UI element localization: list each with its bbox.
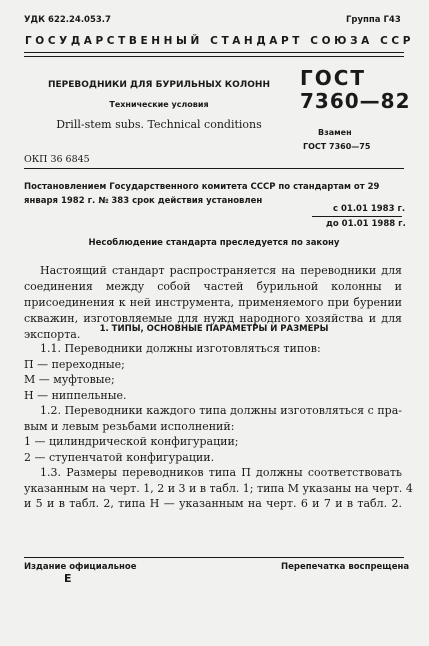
footer-rule [24,557,404,558]
clause-1-2-line2: вым и левым резьбами исполнений: [24,419,235,433]
replace-value: ГОСТ 7360—75 [303,142,371,151]
validity-from: с 01.01 1983 г. [333,204,406,214]
intro-paragraph: Настоящий стандарт распространяется на переводники для соединения между собой частей бурильной колонны и присоединения к ней инструмента, применяемого при бурении скважин, изготовляемые для нужд народного хозяйства и для экспорта. [24,264,402,341]
clause-1-3-line2: указанным на черт. 1, 2 и 3 и в табл. 1; типа М указаны на черт. 4 [24,481,413,495]
clause-1-2-line1: 1.2. Переводники каждого типа должны изготовляться с пра- [40,404,402,417]
clauses-block [24,341,413,512]
decree-text: Постановлением Государственного комитета СССР по стандартам от 29 января 1982 г. № 383 срок действия установлен [24,182,380,206]
validity-to: до 01.01 1988 г. [326,219,406,229]
replace-label: Взамен [318,128,352,137]
header-rule-thin [24,56,404,57]
okp-rule [24,168,404,169]
gost-number: 7360—82 [300,89,411,113]
type-m: М — муфтовые; [24,373,115,386]
official-edition: Издание официальное [24,562,137,572]
gost-label: ГОСТ [300,66,367,90]
section-title: 1. ТИПЫ, ОСНОВНЫЕ ПАРАМЕТРЫ И РАЗМЕРЫ [99,324,329,334]
header-rule [24,52,404,53]
price-group-letter: Е [64,572,72,585]
document-title: ПЕРЕВОДНИКИ ДЛЯ БУРИЛЬНЫХ КОЛОНН [48,80,270,90]
type-n: Н — ниппельные. [24,388,127,402]
clause-1-3-line3: и 5 и в табл. 2, типа Н — указанным на черт. 6 и 7 и в табл. 2. [24,497,402,510]
document-subtitle: Технические условия [109,100,209,109]
version-1: 1 — цилиндрической конфигурации; [24,435,239,448]
version-2: 2 — ступенчатой конфигурации. [24,450,215,464]
clause-1-1: 1.1. Переводники должны изготовляться типов: [40,342,321,355]
validity-rule [312,216,402,217]
clause-1-3-line1: 1.3. Размеры переводников типа П должны соответствовать [40,466,402,479]
type-p: П — переходные; [24,357,125,371]
group-code: Группа Г43 [346,15,401,25]
english-title: Drill-stem subs. Technical conditions [56,118,262,131]
udk-code: УДК 622.24.053.7 [24,15,111,25]
violation-notice: Несоблюдение стандарта преследуется по закону [88,238,340,248]
okp-code: ОКП 36 6845 [24,154,90,165]
reprint-notice: Перепечатка воспрещена [281,562,410,572]
standard-heading: ГОСУДАРСТВЕННЫЙ СТАНДАРТ СОЮЗА ССР [25,35,415,47]
